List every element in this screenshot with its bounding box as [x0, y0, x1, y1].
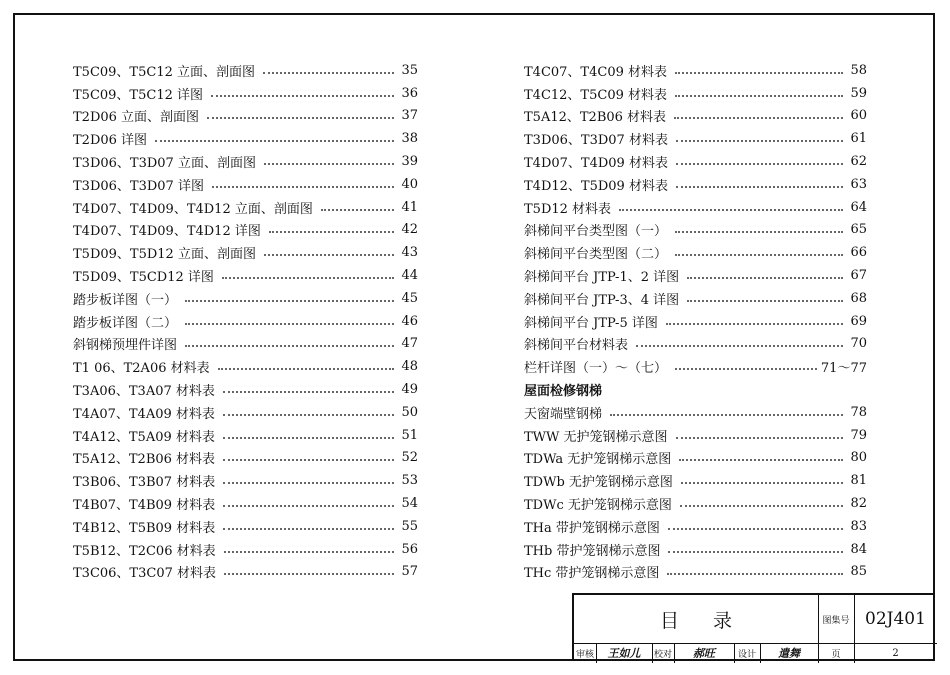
- toc-entry: [524, 401, 867, 424]
- design-label-cell: [734, 643, 760, 663]
- toc-entry-title: 斜梯间平台材料表: [524, 338, 629, 354]
- toc-entry-page: 46: [401, 313, 418, 329]
- toc-entry-page: 57: [401, 564, 418, 580]
- toc-leader-dots: [676, 139, 843, 142]
- toc-entry-title: T3A06、T3A07 材料表: [73, 384, 215, 400]
- review-label-cell: [574, 643, 596, 663]
- toc-entry-title: T4D12、T5D09 材料表: [524, 178, 668, 194]
- toc-entry-page: 45: [401, 290, 418, 306]
- toc-entry-title: T4B12、T5B09 材料表: [73, 520, 216, 536]
- design-signature: 遣舞: [778, 647, 800, 660]
- toc-entry-page: 61: [850, 131, 867, 147]
- toc-entry-title: 斜钢梯预埋件详图: [73, 338, 178, 354]
- toc-entry-page: 48: [401, 359, 418, 375]
- toc-entry-title: 踏步板详图（二）: [73, 315, 178, 331]
- toc-entry: [73, 401, 418, 424]
- toc-entry-title: T4C12、T5C09 材料表: [524, 87, 667, 103]
- toc-entry-page: 38: [401, 131, 418, 147]
- toc-entry-page: 53: [401, 473, 418, 489]
- toc-entry-title: T2D06 立面、剖面图: [73, 110, 200, 126]
- design-label: 设计: [737, 649, 756, 660]
- toc-entry-page: 37: [401, 108, 418, 124]
- toc-leader-dots: [263, 71, 394, 74]
- toc-entry-title: T3D06、T3D07 立面、剖面图: [73, 156, 256, 172]
- toc-leader-dots: [211, 94, 394, 97]
- toc-entry-page: 49: [401, 382, 418, 398]
- toc-leader-dots: [681, 481, 843, 484]
- toc-leader-dots: [264, 253, 394, 256]
- toc-entry-page: 84: [850, 541, 867, 557]
- toc-leader-dots: [668, 527, 843, 530]
- toc-leader-dots: [185, 322, 394, 325]
- toc-leader-dots: [687, 299, 843, 302]
- toc-entry-page: 43: [401, 245, 418, 261]
- toc-entry: [73, 264, 418, 287]
- toc-entry-page: 54: [401, 496, 418, 512]
- toc-entry: [524, 219, 867, 242]
- toc-leader-dots: [675, 253, 843, 256]
- toc-entry-page: 65: [850, 222, 867, 238]
- toc-entry-title: 斜梯间平台类型图（二）: [524, 247, 668, 263]
- toc-leader-dots: [619, 208, 843, 211]
- toc-entry-page: 44: [401, 268, 418, 284]
- toc-entry-page: 39: [401, 154, 418, 170]
- toc-entry: [524, 424, 867, 447]
- review-signature: 王如儿: [607, 647, 641, 660]
- toc-entry-title: T4D07、T4D09、T4D12 详图: [73, 224, 261, 240]
- atlas-number: 02J401: [865, 609, 926, 629]
- toc-entry: [73, 538, 418, 561]
- toc-entry-page: 62: [850, 154, 867, 170]
- page-label: 页: [831, 649, 841, 660]
- toc-entry: [73, 150, 418, 173]
- toc-entry: [524, 355, 867, 378]
- toc-leader-dots: [264, 162, 394, 165]
- page-number: 2: [892, 647, 899, 659]
- toc-entry-title: TWW 无护笼钢梯示意图: [524, 429, 668, 445]
- toc-entry: [524, 150, 867, 173]
- toc-entry: [73, 196, 418, 219]
- toc-entry-title: T5D09、T5CD12 详图: [73, 270, 214, 286]
- toc-entry-title: T4B07、T4B09 材料表: [73, 498, 216, 514]
- toc-left-column: [73, 59, 418, 583]
- toc-section-heading: [524, 378, 867, 401]
- toc-leader-dots: [222, 276, 394, 279]
- toc-entry: [73, 241, 418, 264]
- toc-entry-title: T1 06、T2A06 材料表: [73, 361, 210, 377]
- toc-leader-dots: [676, 436, 843, 439]
- toc-entry-title: 栏杆详图（一）～（七）: [524, 361, 668, 377]
- toc-entry: [73, 82, 418, 105]
- toc-entry: [524, 515, 867, 538]
- toc-entry-page: 35: [401, 62, 418, 78]
- toc-leader-dots: [269, 230, 394, 233]
- toc-entry-title: T5D09、T5D12 立面、剖面图: [73, 247, 256, 263]
- toc-entry-page: 63: [850, 176, 867, 192]
- toc-entry-title: T5A12、T2B06 材料表: [73, 452, 216, 468]
- toc-entry-page: 41: [401, 199, 418, 215]
- toc-entry: [524, 82, 867, 105]
- toc-entry: [524, 469, 867, 492]
- toc-leader-dots: [321, 208, 394, 211]
- toc-leader-dots: [668, 550, 843, 553]
- toc-entry-page: 80: [850, 450, 867, 466]
- toc-leader-dots: [223, 436, 394, 439]
- toc-entry: [73, 59, 418, 82]
- toc-leader-dots: [666, 322, 843, 325]
- toc-right-column: [524, 59, 867, 583]
- proof-label-cell: [652, 643, 674, 663]
- toc-entry-page: 50: [401, 404, 418, 420]
- toc-entry-title: T4A12、T5A09 材料表: [73, 429, 215, 445]
- toc-entry-page: 59: [850, 85, 867, 101]
- toc-leader-dots: [185, 344, 394, 347]
- toc-entry: [524, 310, 867, 333]
- toc-entry-page: 36: [401, 85, 418, 101]
- toc-entry-page: 42: [401, 222, 418, 238]
- toc-entry-page: 82: [850, 496, 867, 512]
- toc-entry-title: TDWb 无护笼钢梯示意图: [524, 475, 673, 491]
- toc-entry: [524, 287, 867, 310]
- toc-entry-title: THa 带护笼钢梯示意图: [524, 520, 660, 536]
- toc-leader-dots: [675, 367, 817, 370]
- toc-leader-dots: [212, 185, 394, 188]
- toc-entry: [73, 105, 418, 128]
- toc-entry-title: TDWc 无护笼钢梯示意图: [524, 498, 672, 514]
- toc-entry-title: T5A12、T2B06 材料表: [524, 110, 667, 126]
- toc-leader-dots: [676, 162, 843, 165]
- toc-entry: [73, 127, 418, 150]
- toc-entry-title: T4A07、T4A09 材料表: [73, 406, 215, 422]
- toc-entry: [73, 378, 418, 401]
- toc-entry: [73, 469, 418, 492]
- toc-entry-title: T3C06、T3C07 材料表: [73, 566, 216, 582]
- toc-leader-dots: [680, 504, 843, 507]
- toc-leader-dots: [207, 116, 394, 119]
- toc-leader-dots: [636, 344, 843, 347]
- toc-entry: [524, 127, 867, 150]
- toc-entry-page: 83: [850, 518, 867, 534]
- toc-leader-dots: [687, 276, 843, 279]
- toc-entry: [524, 105, 867, 128]
- toc-entry: [73, 355, 418, 378]
- toc-entry-title: 斜梯间平台 JTP-3、4 详图: [524, 292, 680, 308]
- toc-entry: [524, 333, 867, 356]
- toc-entry-title: T5C09、T5C12 立面、剖面图: [73, 64, 255, 80]
- directory-title: 目录: [659, 609, 766, 632]
- toc-entry: [524, 173, 867, 196]
- toc-entry: [524, 264, 867, 287]
- title-block-title: [574, 595, 818, 643]
- toc-entry-title: 天窗端壁钢梯: [524, 406, 603, 422]
- toc-leader-dots: [185, 299, 394, 302]
- toc-entry-page: 70: [850, 336, 867, 352]
- toc-leader-dots: [675, 71, 843, 74]
- toc-entry-title: THc 带护笼钢梯示意图: [524, 566, 660, 582]
- proof-signature-cell: [674, 643, 734, 663]
- toc-entry-page: 58: [850, 62, 867, 78]
- toc-leader-dots: [667, 572, 843, 575]
- toc-entry-page: 64: [850, 199, 867, 215]
- atlas-number-label: 图集号: [822, 615, 850, 626]
- toc-leader-dots: [679, 458, 843, 461]
- toc-leader-dots: [675, 230, 843, 233]
- toc-entry: [524, 561, 867, 584]
- toc-entry: [524, 59, 867, 82]
- proof-label: 校对: [653, 649, 672, 660]
- toc-entry-page: 85: [850, 564, 867, 580]
- toc-entry: [524, 196, 867, 219]
- title-block: [572, 593, 935, 661]
- toc-leader-dots: [676, 185, 843, 188]
- toc-leader-dots: [223, 481, 394, 484]
- design-signature-cell: [760, 643, 818, 663]
- toc-entry: [73, 219, 418, 242]
- toc-entry-page: 52: [401, 450, 418, 466]
- atlas-label-cell: [818, 595, 854, 643]
- toc-entry: [73, 515, 418, 538]
- toc-entry-page: 51: [401, 427, 418, 443]
- toc-entry-title: 屋面检修钢梯: [524, 384, 603, 400]
- review-signature-cell: [596, 643, 652, 663]
- toc-entry-page: 79: [850, 427, 867, 443]
- toc-entry: [524, 538, 867, 561]
- toc-leader-dots: [223, 390, 394, 393]
- toc-entry-page: 78: [850, 404, 867, 420]
- page-number-cell: [854, 643, 937, 663]
- toc-entry: [73, 287, 418, 310]
- toc-leader-dots: [224, 550, 394, 553]
- toc-entry: [73, 447, 418, 470]
- toc-entry-page: 68: [850, 290, 867, 306]
- toc-entry-title: T4C07、T4C09 材料表: [524, 64, 667, 80]
- toc-entry: [73, 310, 418, 333]
- toc-leader-dots: [610, 413, 843, 416]
- toc-entry: [524, 447, 867, 470]
- toc-leader-dots: [674, 116, 843, 119]
- toc-entry-title: T5B12、T2C06 材料表: [73, 543, 216, 559]
- toc-entry-title: T2D06 详图: [73, 133, 148, 149]
- toc-entry-title: T3B06、T3B07 材料表: [73, 475, 216, 491]
- toc-entry-title: T3D06、T3D07 材料表: [524, 133, 668, 149]
- toc-entry-page: 67: [850, 268, 867, 284]
- toc-leader-dots: [223, 458, 394, 461]
- toc-entry-title: T5D12 材料表: [524, 201, 612, 217]
- toc-entry-title: 斜梯间平台 JTP-5 详图: [524, 315, 658, 331]
- toc-leader-dots: [223, 504, 394, 507]
- toc-entry-title: 斜梯间平台 JTP-1、2 详图: [524, 270, 680, 286]
- toc-entry: [73, 492, 418, 515]
- toc-entry-title: T4D07、T4D09、T4D12 立面、剖面图: [73, 201, 313, 217]
- toc-entry-title: TDWa 无护笼钢梯示意图: [524, 452, 672, 468]
- toc-entry: [73, 424, 418, 447]
- toc-entry-title: T3D06、T3D07 详图: [73, 178, 204, 194]
- toc-entry-title: 踏步板详图（一）: [73, 292, 178, 308]
- toc-entry-page: 60: [850, 108, 867, 124]
- toc-entry: [524, 241, 867, 264]
- toc-leader-dots: [223, 413, 394, 416]
- page-label-cell: [818, 643, 854, 663]
- toc-entry-page: 47: [401, 336, 418, 352]
- proof-signature: 郝旺: [693, 647, 715, 660]
- toc-entry-title: T5C09、T5C12 详图: [73, 87, 203, 103]
- toc-entry-page: 81: [850, 473, 867, 489]
- toc-leader-dots: [223, 527, 394, 530]
- toc-entry: [73, 333, 418, 356]
- toc-leader-dots: [675, 94, 843, 97]
- toc-entry-page: 56: [401, 541, 418, 557]
- toc-entry: [524, 492, 867, 515]
- atlas-number-cell: [854, 595, 937, 643]
- toc-entry-title: 斜梯间平台类型图（一）: [524, 224, 668, 240]
- toc-leader-dots: [224, 572, 394, 575]
- toc-entry-page: 66: [850, 245, 867, 261]
- toc-entry: [73, 173, 418, 196]
- toc-entry-page: 71～77: [820, 361, 867, 377]
- review-label: 审核: [575, 649, 594, 660]
- toc-entry: [73, 561, 418, 584]
- toc-entry-page: 55: [401, 518, 418, 534]
- toc-entry-title: THb 带护笼钢梯示意图: [524, 543, 661, 559]
- toc-leader-dots: [218, 367, 394, 370]
- toc-entry-page: 69: [850, 313, 867, 329]
- toc-entry-title: T4D07、T4D09 材料表: [524, 156, 668, 172]
- toc-leader-dots: [155, 139, 394, 142]
- toc-entry-page: 40: [401, 176, 418, 192]
